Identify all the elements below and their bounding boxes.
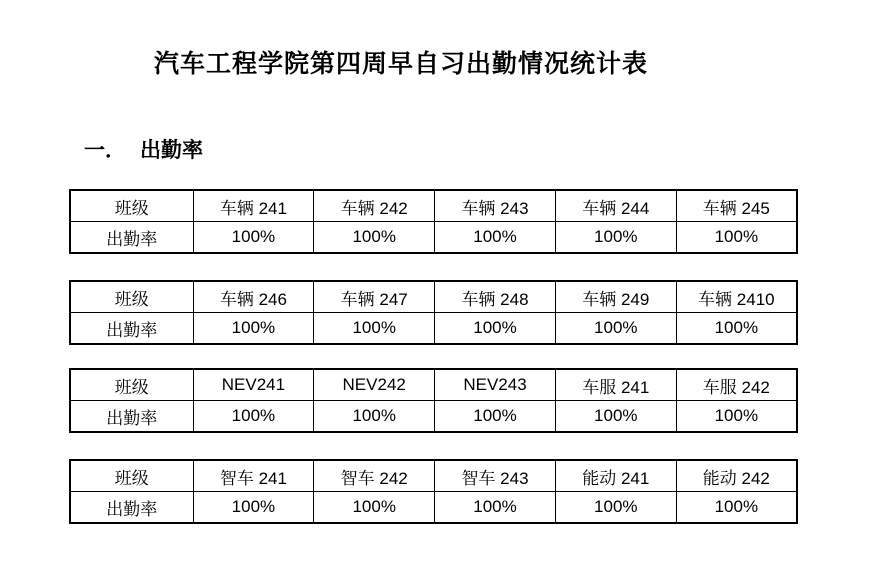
class-name-cell: 车辆 246 <box>193 281 314 313</box>
rate-cell: 100% <box>314 313 435 345</box>
table-row <box>70 492 797 524</box>
class-name-cell: 能动 242 <box>676 460 797 492</box>
class-name-cell: NEV241 <box>193 369 314 401</box>
class-name-cell: 能动 241 <box>555 460 676 492</box>
class-name-cell: 车辆 247 <box>314 281 435 313</box>
row-header-class: 班级 <box>70 281 193 313</box>
rate-cell: 100% <box>314 492 435 524</box>
class-name-cell: 车服 241 <box>555 369 676 401</box>
attendance-table-4 <box>69 459 798 524</box>
rate-cell: 100% <box>676 313 797 345</box>
class-name-cell: 车辆 245 <box>676 190 797 222</box>
row-header-class: 班级 <box>70 369 193 401</box>
rate-cell: 100% <box>676 492 797 524</box>
class-name-cell: 车辆 2410 <box>676 281 797 313</box>
table-row <box>70 460 797 492</box>
table-row <box>70 281 797 313</box>
row-header-rate: 出勤率 <box>70 492 193 524</box>
row-header-class: 班级 <box>70 460 193 492</box>
section-number: 一． <box>84 139 126 162</box>
class-name-cell: 车辆 242 <box>314 190 435 222</box>
table-row <box>70 369 797 401</box>
rate-cell: 100% <box>314 401 435 433</box>
class-name-cell: 车服 242 <box>676 369 797 401</box>
class-name-cell: 车辆 249 <box>555 281 676 313</box>
rate-cell: 100% <box>555 313 676 345</box>
rate-cell: 100% <box>193 222 314 254</box>
row-header-class: 班级 <box>70 190 193 222</box>
class-name-cell: NEV242 <box>314 369 435 401</box>
rate-cell: 100% <box>555 222 676 254</box>
attendance-table-3 <box>69 368 798 433</box>
document-title: 汽车工程学院第四周早自习出勤情况统计表 <box>153 50 648 78</box>
rate-cell: 100% <box>676 222 797 254</box>
rate-cell: 100% <box>193 401 314 433</box>
class-name-cell: NEV243 <box>435 369 556 401</box>
rate-cell: 100% <box>555 401 676 433</box>
class-name-cell: 智车 243 <box>435 460 556 492</box>
class-name-cell: 车辆 243 <box>435 190 556 222</box>
row-header-rate: 出勤率 <box>70 313 193 345</box>
class-name-cell: 车辆 244 <box>555 190 676 222</box>
class-name-cell: 车辆 241 <box>193 190 314 222</box>
table-row <box>70 190 797 222</box>
rate-cell: 100% <box>555 492 676 524</box>
table-row <box>70 222 797 254</box>
rate-cell: 100% <box>435 492 556 524</box>
row-header-rate: 出勤率 <box>70 222 193 254</box>
rate-cell: 100% <box>676 401 797 433</box>
rate-cell: 100% <box>193 313 314 345</box>
section-label: 出勤率 <box>140 139 203 162</box>
table-row <box>70 401 797 433</box>
rate-cell: 100% <box>193 492 314 524</box>
rate-cell: 100% <box>314 222 435 254</box>
rate-cell: 100% <box>435 313 556 345</box>
rate-cell: 100% <box>435 401 556 433</box>
section-heading <box>84 134 203 164</box>
class-name-cell: 智车 241 <box>193 460 314 492</box>
class-name-cell: 车辆 248 <box>435 281 556 313</box>
row-header-rate: 出勤率 <box>70 401 193 433</box>
table-row <box>70 313 797 345</box>
class-name-cell: 智车 242 <box>314 460 435 492</box>
rate-cell: 100% <box>435 222 556 254</box>
attendance-table-2 <box>69 280 798 345</box>
attendance-table-1 <box>69 189 798 254</box>
